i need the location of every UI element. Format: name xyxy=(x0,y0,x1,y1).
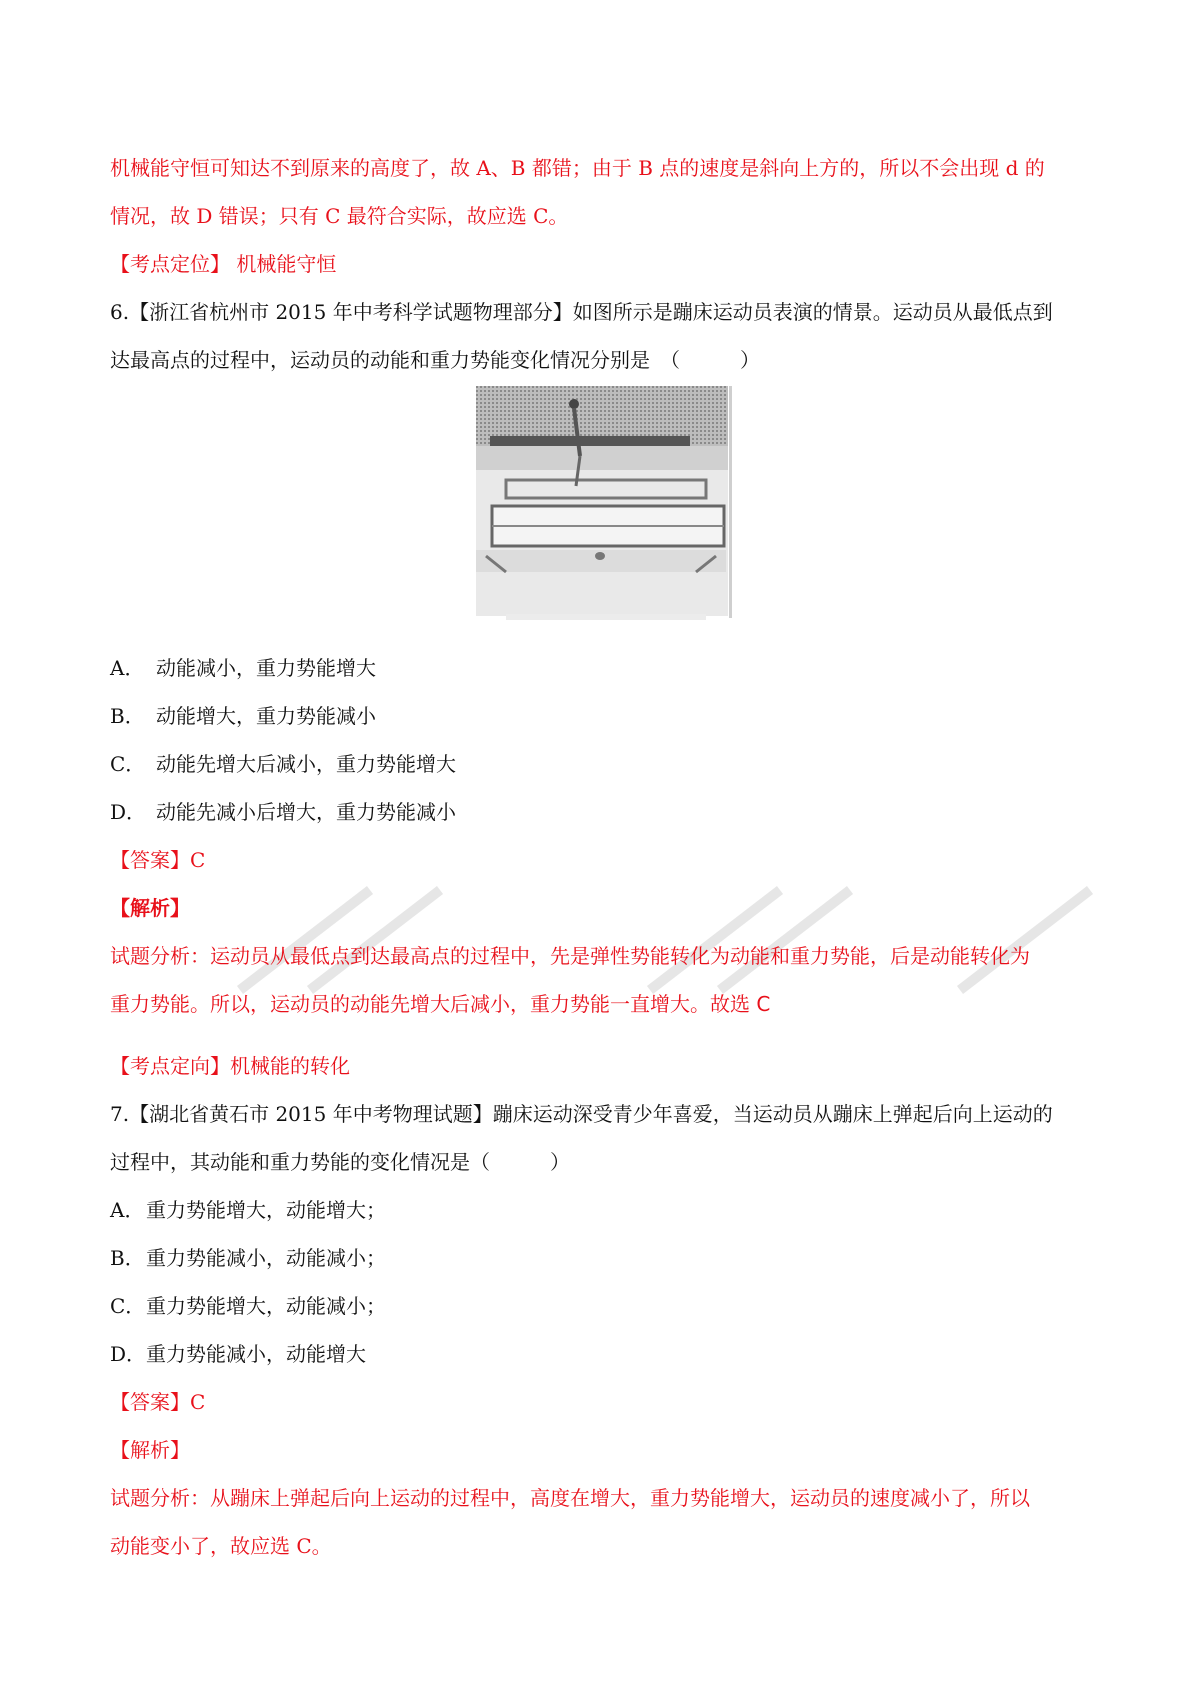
q6-analysis-line1: 试题分析：运动员从最低点到达最高点的过程中，先是弹性势能转化为动能和重力势能，后是动能转化为 xyxy=(110,944,1030,968)
watermark-icon xyxy=(110,860,1120,1000)
q6-stem-line1: 6.【浙江省杭州市 2015 年中考科学试题物理部分】如图所示是蹦床运动员表演的情景。运动员从最低点到 xyxy=(110,300,1053,324)
prev-explanation-line1: 机械能守恒可知达不到原来的高度了，故 A、B 都错；由于 B 点的速度是斜向上方的，所以不会出现 d 的 xyxy=(110,156,1045,180)
q7-answer: 【答案】C xyxy=(110,1390,206,1414)
q6-jiexi-label: 【解析】 xyxy=(110,896,190,920)
q6-stem-line2: 达最高点的过程中，运动员的动能和重力势能变化情况分别是 （ ） xyxy=(110,348,760,372)
q6-option-d: D． 动能先减小后增大，重力势能减小 xyxy=(110,800,456,824)
trampoline-photo-icon xyxy=(476,386,732,626)
q7-analysis-line2: 动能变小了，故应选 C。 xyxy=(110,1534,332,1558)
q7-jiexi-label: 【解析】 xyxy=(110,1438,190,1462)
prev-explanation-line2: 情况，故 D 错误；只有 C 最符合实际，故应选 C。 xyxy=(110,204,569,228)
q7-option-a: A．重力势能增大，动能增大； xyxy=(110,1198,386,1222)
q6-option-a: A． 动能减小，重力势能增大 xyxy=(110,656,376,680)
prev-kaodian: 【考点定位】 机械能守恒 xyxy=(110,252,337,276)
q7-option-d: D．重力势能减小，动能增大 xyxy=(110,1342,366,1366)
q6-option-c: C． 动能先增大后减小，重力势能增大 xyxy=(110,752,456,776)
trampoline-figure xyxy=(476,386,732,626)
q6-option-b: B． 动能增大，重力势能减小 xyxy=(110,704,376,728)
q7-stem-line1: 7.【湖北省黄石市 2015 年中考物理试题】蹦床运动深受青少年喜爱，当运动员从蹦床上弹起后向上运动的 xyxy=(110,1102,1053,1126)
q6-analysis-line2: 重力势能。所以，运动员的动能先增大后减小，重力势能一直增大。故选 C xyxy=(110,992,771,1016)
q7-option-c: C．重力势能增大，动能减小； xyxy=(110,1294,386,1318)
q7-stem-line2: 过程中，其动能和重力势能的变化情况是（ ） xyxy=(110,1150,570,1174)
q6-kaodian: 【考点定向】机械能的转化 xyxy=(110,1054,350,1078)
watermark-stripes xyxy=(110,860,1120,1000)
q7-analysis-line1: 试题分析：从蹦床上弹起后向上运动的过程中，高度在增大，重力势能增大，运动员的速度减小了，所以 xyxy=(110,1486,1030,1510)
q6-answer: 【答案】C xyxy=(110,848,206,872)
q7-option-b: B．重力势能减小，动能减小； xyxy=(110,1246,386,1270)
